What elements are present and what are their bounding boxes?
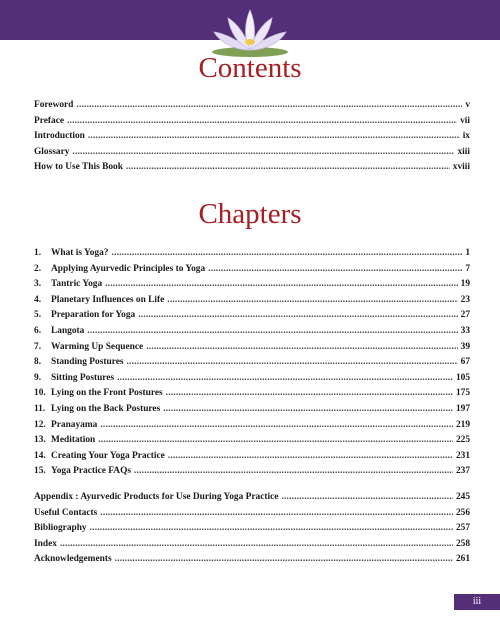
entry-title: Glossary bbox=[34, 146, 70, 157]
entry-page-number: 33 bbox=[460, 325, 470, 336]
entry-page-number: 256 bbox=[455, 507, 470, 518]
entry-page-number: 27 bbox=[460, 310, 470, 321]
entry-title: Acknowledgements bbox=[34, 554, 112, 565]
entry-page-number: 257 bbox=[455, 523, 470, 534]
dot-leader bbox=[100, 506, 453, 522]
dot-leader bbox=[88, 129, 460, 145]
entry-page-number: 39 bbox=[460, 341, 470, 352]
dot-leader bbox=[90, 521, 453, 537]
dot-leader bbox=[281, 490, 453, 506]
entry-number: 15. bbox=[34, 466, 46, 477]
entry-number: 1. bbox=[34, 248, 42, 258]
entry-page-number: 225 bbox=[455, 435, 470, 446]
entry-title: Tantric Yoga bbox=[51, 279, 103, 290]
entry-title: What is Yoga? bbox=[51, 248, 109, 258]
chapter-entry[interactable] bbox=[34, 308, 470, 324]
entry-page-number: 19 bbox=[460, 279, 470, 290]
chapter-entry[interactable] bbox=[34, 433, 470, 449]
dot-leader bbox=[72, 145, 454, 161]
entry-title: Index bbox=[34, 538, 57, 549]
entry-title: Pranayama bbox=[51, 419, 98, 430]
entry-page-number: 219 bbox=[455, 419, 470, 430]
entry-page-number: 231 bbox=[455, 450, 470, 461]
chapter-entry[interactable] bbox=[34, 340, 470, 356]
dot-leader bbox=[208, 262, 462, 278]
entry-title: Lying on the Front Postures bbox=[51, 388, 163, 399]
chapter-entry[interactable] bbox=[34, 449, 470, 465]
page-number-badge: iii bbox=[454, 594, 500, 610]
chapter-entry[interactable] bbox=[34, 386, 470, 402]
dot-leader bbox=[76, 98, 462, 114]
entry-number: 7. bbox=[34, 341, 42, 352]
entry-page-number: 105 bbox=[455, 372, 470, 383]
chapters-heading: Chapters bbox=[198, 198, 302, 230]
entry-page-number: 237 bbox=[455, 466, 470, 477]
front-matter-entry[interactable] bbox=[34, 98, 470, 114]
entry-number: 13. bbox=[34, 435, 46, 446]
dot-leader bbox=[138, 308, 457, 324]
dot-leader bbox=[166, 386, 453, 402]
entry-title: Introduction bbox=[34, 131, 85, 142]
chapter-entry[interactable] bbox=[34, 324, 470, 340]
entry-number: 14. bbox=[34, 450, 46, 461]
chapter-entry[interactable] bbox=[34, 355, 470, 371]
entry-title: Warming Up Sequence bbox=[51, 341, 144, 352]
chapter-entry[interactable] bbox=[34, 262, 470, 278]
dot-leader bbox=[168, 449, 453, 465]
entry-page-number: 197 bbox=[455, 403, 470, 414]
dot-leader bbox=[87, 324, 457, 340]
entry-number: 9. bbox=[34, 372, 42, 383]
entry-page-number: vii bbox=[460, 115, 470, 126]
chapter-entry[interactable] bbox=[34, 418, 470, 434]
entry-number: 2. bbox=[34, 263, 42, 274]
front-matter-entry[interactable] bbox=[34, 145, 470, 161]
dot-leader bbox=[115, 552, 453, 568]
entry-page-number: xiii bbox=[457, 146, 470, 157]
entry-title: Useful Contacts bbox=[34, 507, 98, 518]
entry-number: 11. bbox=[34, 403, 46, 414]
entry-title: Yoga Practice FAQs bbox=[51, 466, 132, 477]
entry-page-number: xviii bbox=[452, 162, 470, 173]
entry-title: Appendix : Ayurvedic Products for Use During Yoga Practice bbox=[34, 492, 279, 502]
entry-title: How to Use This Book bbox=[34, 162, 123, 173]
entry-title: Creating Your Yoga Practice bbox=[51, 450, 165, 461]
entry-title: Sitting Postures bbox=[51, 372, 115, 383]
chapter-entry[interactable] bbox=[34, 293, 470, 309]
back-matter-entry[interactable] bbox=[34, 521, 470, 537]
back-matter-entry[interactable] bbox=[34, 537, 470, 553]
entry-title: Preface bbox=[34, 115, 65, 126]
entry-number: 6. bbox=[34, 325, 42, 336]
entry-title: Langota bbox=[51, 325, 85, 336]
entry-number: 4. bbox=[34, 294, 42, 305]
entry-page-number: 175 bbox=[455, 388, 470, 399]
entry-page-number: v bbox=[465, 100, 470, 110]
dot-leader bbox=[163, 402, 453, 418]
dot-leader bbox=[146, 340, 457, 356]
entry-title: Planetary Influences on Life bbox=[51, 294, 165, 305]
dot-leader bbox=[167, 293, 457, 309]
entry-page-number: 1 bbox=[465, 248, 470, 258]
dot-leader bbox=[67, 114, 457, 130]
entry-number: 3. bbox=[34, 279, 42, 290]
chapter-entry[interactable] bbox=[34, 371, 470, 387]
chapter-entry[interactable] bbox=[34, 402, 470, 418]
entry-page-number: ix bbox=[462, 131, 470, 142]
entry-number: 12. bbox=[34, 419, 46, 430]
back-matter-list bbox=[34, 490, 470, 568]
entry-page-number: 23 bbox=[460, 294, 470, 305]
entry-number: 10. bbox=[34, 388, 46, 399]
front-matter-entry[interactable] bbox=[34, 129, 470, 145]
dot-leader bbox=[100, 418, 453, 434]
dot-leader bbox=[98, 433, 453, 449]
entry-page-number: 261 bbox=[455, 554, 470, 565]
entry-title: Foreword bbox=[34, 100, 74, 110]
dot-leader bbox=[134, 464, 453, 480]
contents-heading: Contents bbox=[198, 52, 302, 84]
entry-page-number: 7 bbox=[465, 263, 470, 274]
chapter-entry[interactable] bbox=[34, 277, 470, 293]
dot-leader bbox=[127, 355, 458, 371]
dot-leader bbox=[126, 160, 450, 176]
dot-leader bbox=[60, 537, 453, 553]
lotus-icon bbox=[208, 2, 292, 58]
entry-title: Bibliography bbox=[34, 523, 87, 534]
entry-title: Standing Postures bbox=[51, 357, 124, 368]
entry-title: Preparation for Yoga bbox=[51, 310, 136, 321]
entry-page-number: 245 bbox=[455, 492, 470, 502]
entry-title: Applying Ayurvedic Principles to Yoga bbox=[51, 263, 206, 274]
back-matter-entry[interactable] bbox=[34, 506, 470, 522]
chapter-list bbox=[34, 246, 470, 480]
back-matter-entry[interactable] bbox=[34, 552, 470, 568]
entry-title: Lying on the Back Postures bbox=[51, 403, 161, 414]
dot-leader bbox=[105, 277, 457, 293]
dot-leader bbox=[111, 246, 462, 262]
chapter-entry[interactable] bbox=[34, 464, 470, 480]
front-matter-list bbox=[34, 98, 470, 176]
entry-page-number: 67 bbox=[460, 357, 470, 368]
entry-title: Meditation bbox=[51, 435, 96, 446]
entry-number: 5. bbox=[34, 310, 42, 321]
entry-number: 8. bbox=[34, 357, 42, 368]
front-matter-entry[interactable] bbox=[34, 160, 470, 176]
front-matter-entry[interactable] bbox=[34, 114, 470, 130]
dot-leader bbox=[117, 371, 453, 387]
entry-page-number: 258 bbox=[455, 538, 470, 549]
chapter-entry[interactable] bbox=[34, 246, 470, 262]
back-matter-entry[interactable] bbox=[34, 490, 470, 506]
